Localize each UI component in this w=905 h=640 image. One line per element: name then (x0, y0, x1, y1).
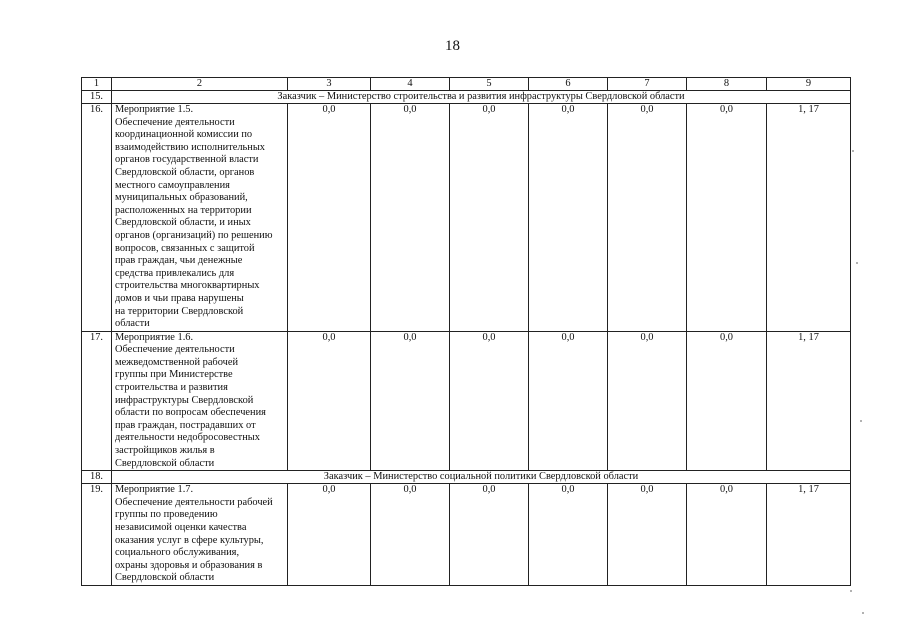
section-row (82, 91, 851, 104)
measure-description (112, 484, 288, 586)
scan-speck (852, 150, 854, 152)
column-header: 9 (767, 78, 851, 91)
row-number: 16. (82, 104, 112, 332)
description-line: Мероприятие 1.6. (115, 331, 194, 343)
header-row (82, 78, 851, 91)
reference-cell: 1, 17 (767, 484, 851, 586)
section-title: Заказчик – Министерство строительства и развития инфраструктуры Свердловской области (112, 91, 851, 104)
description-line: застройщиков жилья в (115, 445, 215, 457)
value-cell: 0,0 (529, 484, 608, 586)
description-line: Обеспечение деятельности (115, 116, 235, 128)
table-row (82, 104, 851, 332)
section-row (82, 471, 851, 484)
value-cell: 0,0 (450, 104, 529, 332)
column-header: 4 (371, 78, 450, 91)
scan-speck (862, 612, 864, 614)
value-cell: 0,0 (450, 331, 529, 471)
page-number: 18 (445, 38, 460, 54)
scan-speck (860, 420, 862, 422)
description-line: органов (организаций) по решению (115, 229, 273, 241)
description-line: области (115, 318, 150, 330)
program-table (81, 77, 851, 586)
value-cell: 0,0 (529, 331, 608, 471)
scan-speck (856, 262, 858, 264)
description-line: Свердловской области, и иных (115, 217, 251, 229)
scan-speck (850, 590, 852, 592)
value-cell: 0,0 (687, 484, 767, 586)
description-line: прав граждан, чьи денежные (115, 255, 243, 267)
reference-cell: 1, 17 (767, 104, 851, 332)
description-line: Мероприятие 1.5. (115, 104, 194, 115)
measure-description (112, 104, 288, 332)
row-number: 19. (82, 484, 112, 586)
column-header: 5 (450, 78, 529, 91)
column-header: 2 (112, 78, 288, 91)
description-line: Обеспечение деятельности рабочей (115, 496, 273, 508)
column-header: 3 (288, 78, 371, 91)
description-line: оказания услуг в сфере культуры, (115, 534, 264, 546)
description-line: области по вопросам обеспечения (115, 407, 266, 419)
description-line: деятельности недобросовестных (115, 432, 260, 444)
description-line: домов и чьи права нарушены (115, 292, 244, 304)
description-line: группы при Министерстве (115, 369, 233, 381)
description-line: взаимодействию исполнительных (115, 141, 266, 153)
description-line: Свердловской области (115, 572, 215, 584)
value-cell: 0,0 (687, 104, 767, 332)
description-line: группы по проведению (115, 509, 218, 521)
description-line: вопросов, связанных с защитой (115, 242, 255, 254)
description-line: строительства многоквартирных (115, 280, 260, 292)
description-line: местного самоуправления (115, 179, 230, 191)
value-cell: 0,0 (608, 484, 687, 586)
value-cell: 0,0 (608, 331, 687, 471)
table-row (82, 484, 851, 586)
value-cell: 0,0 (288, 104, 371, 332)
description-line: социального обслуживания, (115, 547, 240, 559)
value-cell: 0,0 (371, 104, 450, 332)
value-cell: 0,0 (371, 484, 450, 586)
reference-cell: 1, 17 (767, 331, 851, 471)
column-header: 6 (529, 78, 608, 91)
description-line: координационной комиссии по (115, 129, 253, 141)
description-line: расположенных на территории (115, 204, 252, 216)
value-cell: 0,0 (288, 484, 371, 586)
description-line: Мероприятие 1.7. (115, 484, 194, 496)
value-cell: 0,0 (450, 484, 529, 586)
description-line: инфраструктуры Свердловской (115, 394, 254, 406)
description-line: независимой оценки качества (115, 522, 247, 533)
column-header: 7 (608, 78, 687, 91)
description-line: Свердловской области (115, 457, 215, 469)
value-cell: 0,0 (687, 331, 767, 471)
description-line: строительства и развития (115, 382, 228, 394)
table-row (82, 331, 851, 471)
measure-description (112, 331, 288, 471)
row-number: 17. (82, 331, 112, 471)
value-cell: 0,0 (608, 104, 687, 332)
description-line: на территории Свердловской (115, 305, 244, 317)
description-line: органов государственной власти (115, 154, 259, 166)
description-line: средства привлекались для (115, 267, 235, 279)
description-line: Обеспечение деятельности (115, 344, 235, 356)
column-header: 1 (82, 78, 112, 91)
description-line: Свердловской области, органов (115, 166, 255, 178)
description-line: охраны здоровья и образования в (115, 559, 263, 571)
value-cell: 0,0 (529, 104, 608, 332)
row-number: 15. (82, 91, 112, 104)
section-title: Заказчик – Министерство социальной политики Свердловской области (112, 471, 851, 484)
value-cell: 0,0 (371, 331, 450, 471)
row-number: 18. (82, 471, 112, 484)
description-line: муниципальных образований, (115, 192, 248, 204)
value-cell: 0,0 (288, 331, 371, 471)
description-line: прав граждан, пострадавших от (115, 419, 256, 431)
description-line: межведомственной рабочей (115, 356, 239, 368)
column-header: 8 (687, 78, 767, 91)
